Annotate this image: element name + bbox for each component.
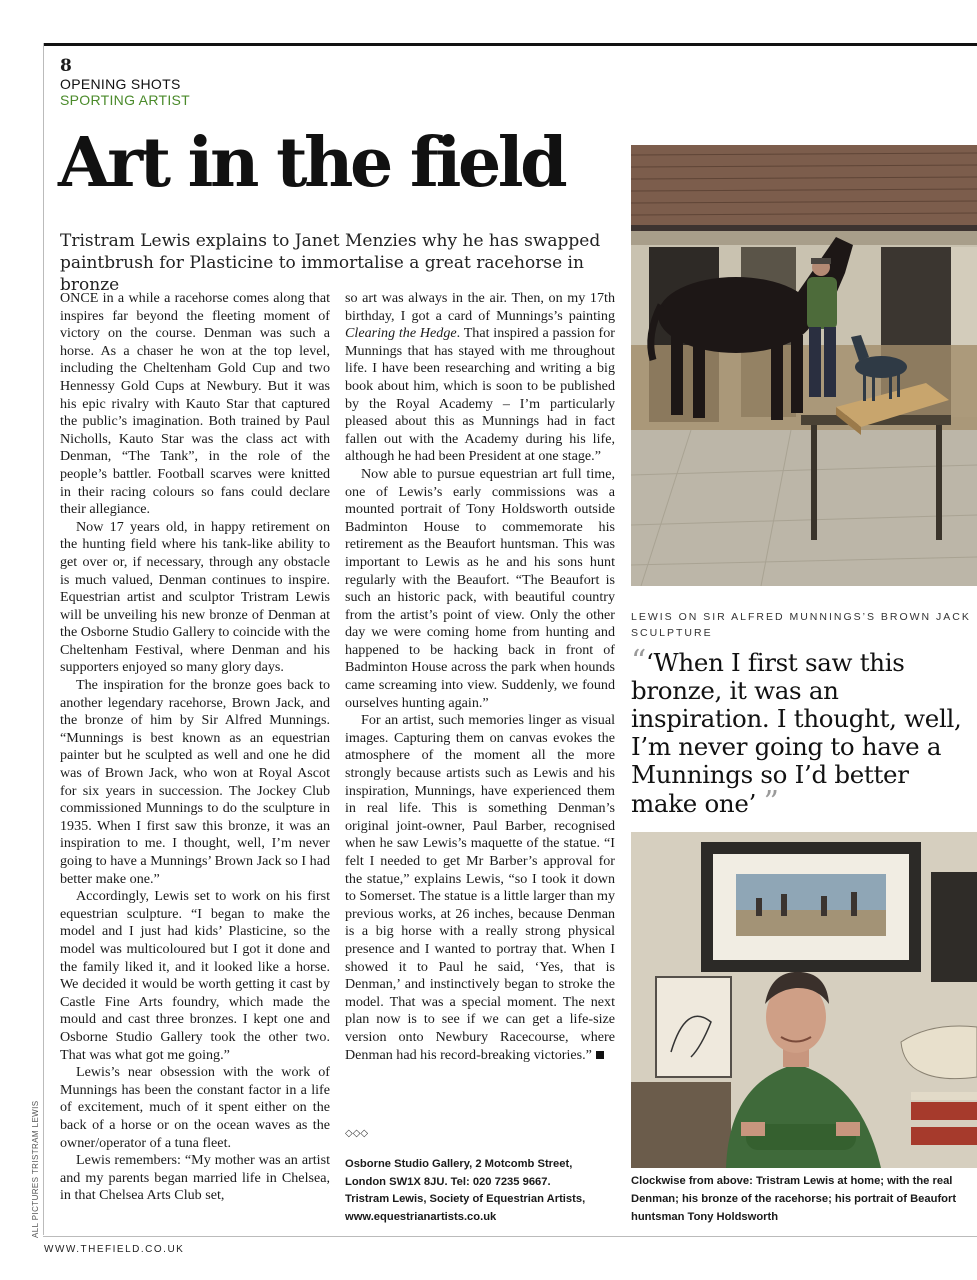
top-rule (43, 43, 977, 46)
close-quote-mark: ” (763, 785, 779, 820)
end-mark (596, 1051, 604, 1059)
page-number: 8 (60, 56, 72, 76)
subsection-label: SPORTING ARTIST (60, 92, 191, 108)
paragraph: Lewis’s near obsession with the work of Munnings has been the constant factor in a life of excitement, much of it spent either on the back of a horse or on the ocean waves as the owner/operator of a tuna fleet. (60, 1064, 330, 1151)
paragraph: Now 17 years old, in happy retirement on the hunting field where his tank-like ability to get over or, if necessary, through any obstacle is much valued, Denman continues to inspire. Equestrian artist and sculptor Tristram Lewis will be unveiling his new bronze of Denman at the Osborne Studio Gallery to coincide with the Cheltenham Festival, where Denman and his supporters enjoyed so many glory days. (60, 518, 330, 676)
photo-lewis-with-denman (631, 145, 977, 586)
footer-url: WWW.THEFIELD.CO.UK (44, 1244, 185, 1255)
section-label: OPENING SHOTS (60, 76, 181, 92)
pull-quote: “‘When I first saw this bronze, it was an inspiration. I thought, well, I’m never going to have a Munnings so I’d better make one’ ” (631, 644, 962, 820)
paragraph: For an artist, such memories linger as visual images. Capturing them on canvas evokes the atmosphere of the moment all the more strongly because artists such as Lewis and his inspiration, Munnings, have experienced them in real life. This is something Denman’s original joint-owner, Paul Barber, recognised when he saw Lewis’s maquette of the statue. “I felt I needed to get Mr Barber’s approval for the statue,” explains Lewis, “so I took it down to Somerset. The statue is a little larger than my previous works, at 26 inches, because Denman is a big horse with a really strong physical presence and I wanted to portray that. When I showed it to Paul he said, ‘Yes, that is Denman,’ and instinctively began to stroke the model. That was a special moment. The next plan now is to see if we can get a life-size version onto Newbury Racecourse, where Denman had his record-breaking victories.” (345, 712, 615, 1063)
headline: Art in the field (58, 123, 565, 203)
photo-credit: ALL PICTURES TRISTRAM LEWIS (31, 1100, 40, 1238)
footer-rule (43, 1236, 977, 1237)
paragraph: Now able to pursue equestrian art full time, one of Lewis’s early commissions was a mounted portrait of Tony Holdsworth outside Badminton House to commemorate his retirement as the Beaufort huntsman. This was important to Lewis as he and his sons hunt regularly with the Beaufort. “The Beaufort is such an historic pack, with beautiful country from the artist’s point of view. Only the other day we were coming home from hunting and happened to be hacking back in front of Badminton House across the park when hounds came screaming into view. Suddenly, we found ourselves hunting again.” (345, 465, 615, 711)
contact-info: Osborne Studio Gallery, 2 Motcomb Street, London SW1X 8JU. Tel: 020 7235 9667. Tristram Lewis, Society of Equestrian Artists, www.equestrianartists.co.uk (345, 1158, 586, 1223)
open-quote-mark: “ (631, 644, 647, 679)
diamond-divider: ◇◇◇ (345, 1128, 369, 1139)
paragraph: so art was always in the air. Then, on my 17th birthday, I got a card of Munnings’s painting Clearing the Hedge. That inspired a passion for Munnings that has stayed with me throughout life. I have been researching and writing a big book about him, which is soon to be published by the Royal Academy – I’m particularly pleased about this as Munnings had in fact fallen out with the Academy during his life, although he had been President at one stage.” (345, 290, 615, 465)
article-column-2 (345, 290, 615, 1064)
paragraph: The inspiration for the bronze goes back to another legendary racehorse, Brown Jack, and the bronze of him by Sir Alfred Munnings. “Munnings is best known as an equestrian painter but he sculpted as well and one he did was of Brown Jack, who won at Royal Ascot for six years in succession. The Jockey Club commissioned Munnings to do the sculpture in 1935. When I first saw this bronze, it was an inspiration to me. I thought, well, I’m never going to have a Munnings’ Brown Jack so I had better make one.” (60, 677, 330, 887)
paragraph: Accordingly, Lewis set to work on his first equestrian sculpture. “I began to make the model and I just had kids’ Plasticine, so the model was multicoloured but I got it done and the family liked it, and it looked like a horse. We decided it would be worth getting it cast by Castle Fine Arts foundry, which made the mould and cast three bronzes. I kept one and Osborne Studio Gallery took the other two. That was what got me going.” (60, 888, 330, 1063)
photo-caption-top: LEWIS ON SIR ALFRED MUNNINGS’S BROWN JACK SCULPTURE (631, 611, 971, 639)
article-column-1 (60, 290, 330, 1205)
photo-caption-bottom: Clockwise from above: Tristram Lewis at home; with the real Denman; his bronze of the racehorse; his portrait of Beaufort huntsman Tony Holdsworth (631, 1175, 957, 1223)
paragraph: ONCE in a while a racehorse comes along that inspires far beyond the fleeting moment of victory on the course. Denman was such a horse. As a chaser he won at the top level, including the Cheltenham Gold Cup and two Hennessy Gold Cups at Newbury. But it was his epic rivalry with Kauto Star that captured the public’s imagination. Both trained by Paul Nicholls, Kauto Star was the class act with Denman, “The Tank”, in the role of the people’s battler. Football scarves were knitted in their racing colours so fans could declare their allegiance. (60, 290, 330, 518)
paragraph: Lewis remembers: “My mother was an artist and my parents began married life in Chelsea, in that Chelsea Arts Club set, (60, 1152, 330, 1204)
painting-title: Clearing the Hedge (345, 325, 457, 342)
photo-lewis-at-home (631, 832, 977, 1168)
standfirst: Tristram Lewis explains to Janet Menzies why he has swapped paintbrush for Plasticine to immortalise a great racehorse in bronze (60, 231, 601, 295)
left-margin-rule (43, 43, 44, 1235)
